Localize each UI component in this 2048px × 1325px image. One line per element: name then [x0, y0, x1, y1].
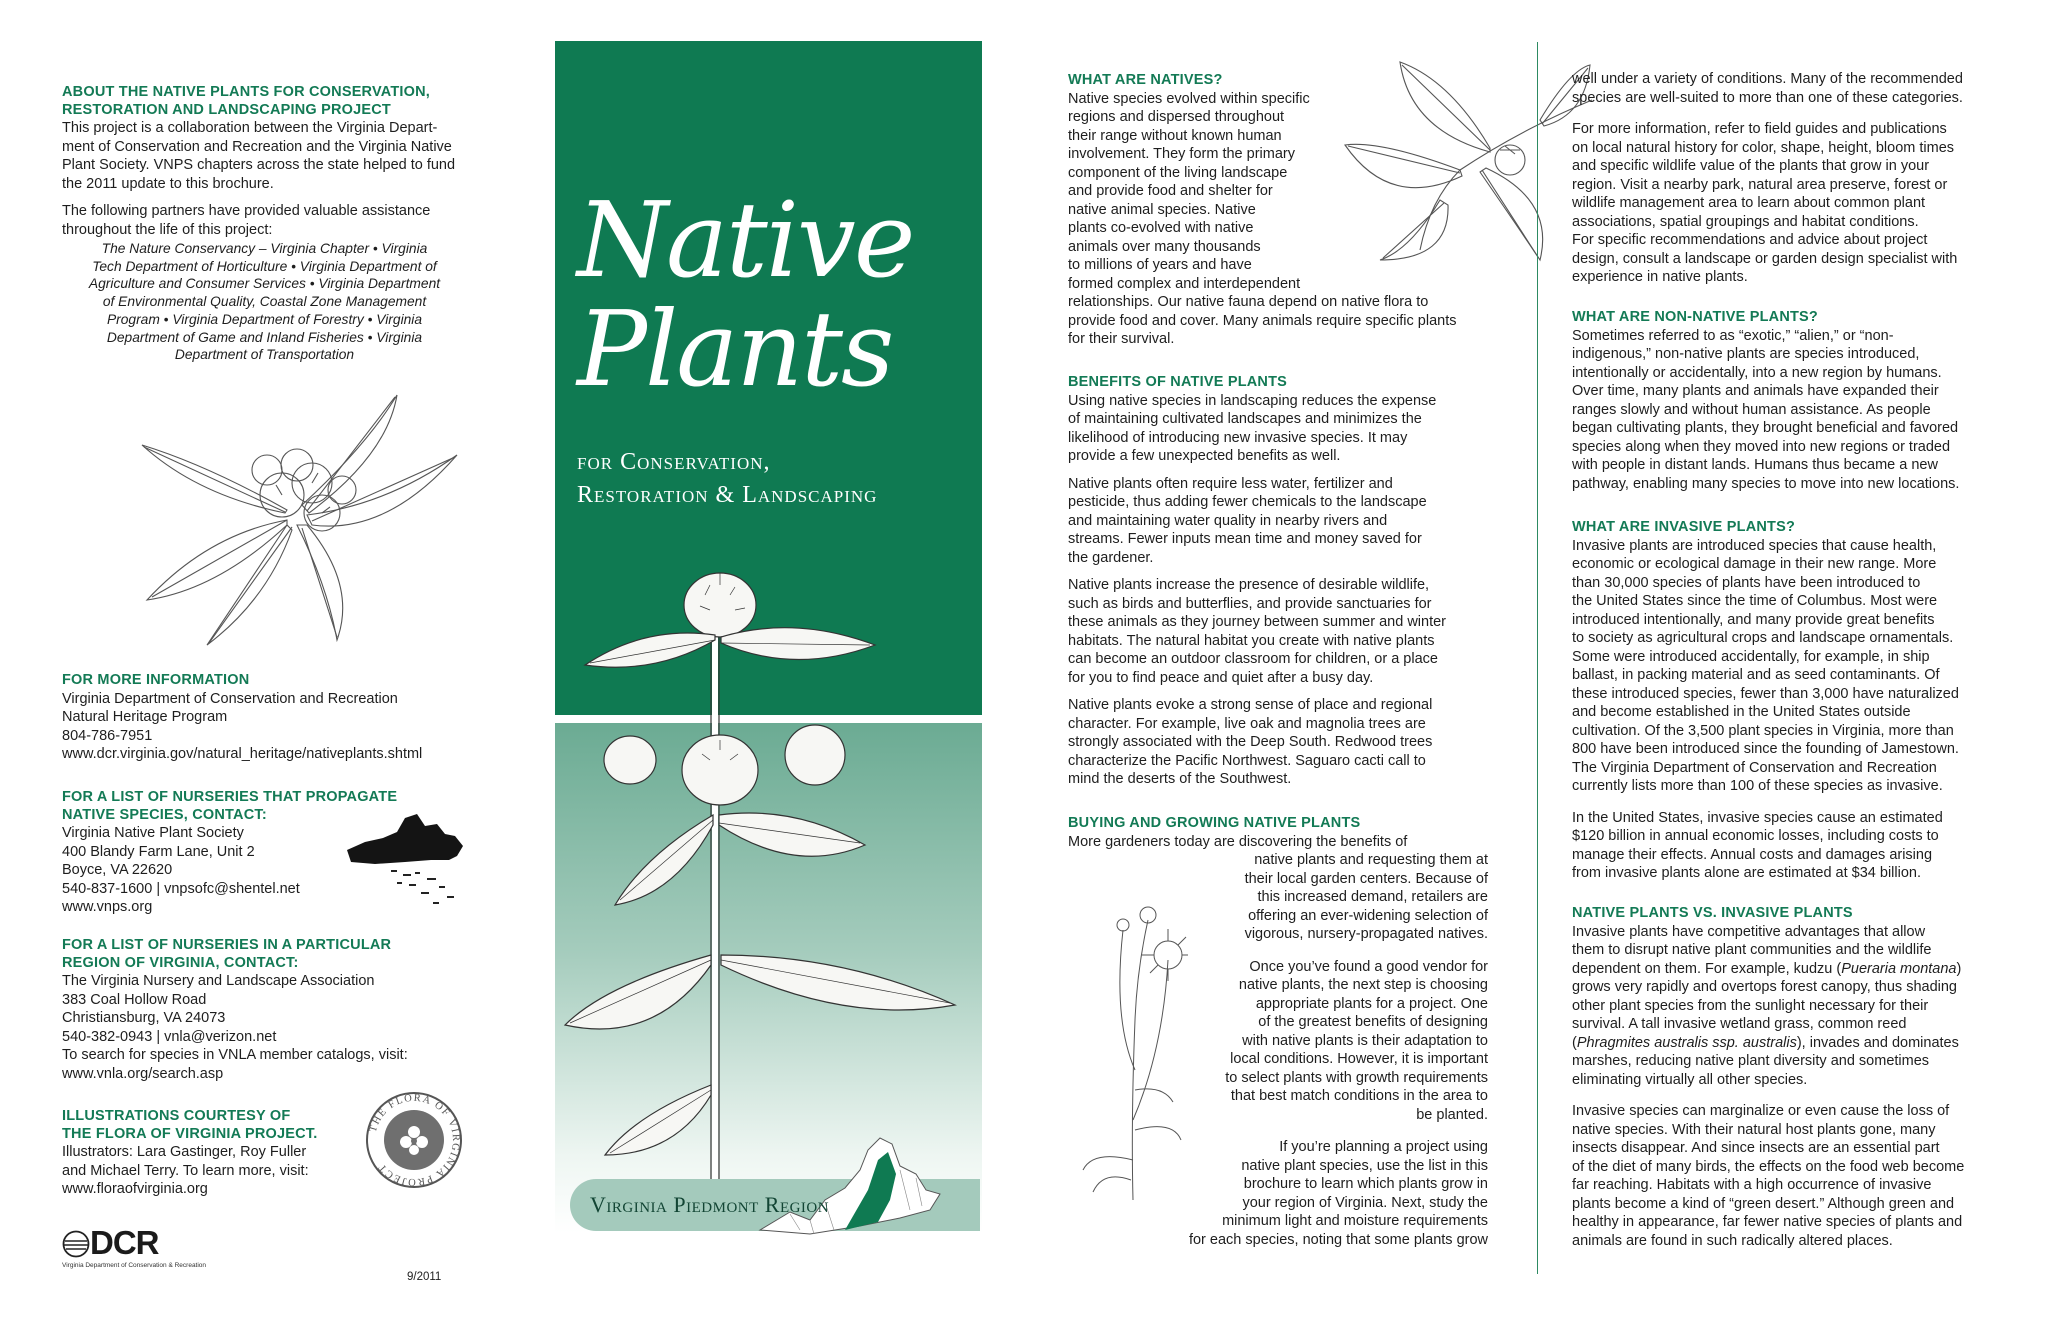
publication-date: 9/2011: [407, 1271, 442, 1283]
regional-heading: FOR A LIST OF NURSERIES IN A PARTICULAR REGION OF VIRGINIA, CONTACT:: [62, 937, 392, 971]
nurseries-heading: FOR A LIST OF NURSERIES THAT PROPAGATE NATIVE SPECIES, CONTACT:: [62, 789, 398, 823]
partners-list: The Nature Conservancy – Virginia Chapter • Virginia Tech Department of Horticulture • Virginia Department of Agriculture and Consumer Services • Virginia Department of Environmental Quality, Coastal Zone Management Program • Virginia Department of Forestry • Virginia Department of Game and Inland Fisheries • Virginia Department of Transportation: [88, 241, 441, 363]
persimmon-branch-illustration: [1340, 60, 1595, 265]
region-label: Virginia Piedmont Region: [590, 1192, 830, 1217]
more-info-section: [62, 672, 482, 764]
nurseries-text: Virginia Native Plant Society 400 Blandy Farm Lane, Unit 2 Boyce, VA 22620 540-837-1600 | vnpsofc@shentel.net www.vnps.org: [62, 825, 300, 915]
illustrations-heading: ILLUSTRATIONS COURTESY OF THE FLORA OF VIRGINIA PROJECT.: [62, 1108, 318, 1142]
natives-heading: WHAT ARE NATIVES?: [1068, 72, 1223, 88]
about-heading: ABOUT THE NATIVE PLANTS FOR CONSERVATION, RESTORATION AND LANDSCAPING PROJECT: [62, 84, 431, 118]
virginia-map-icon: [345, 812, 475, 910]
non-native-text: Sometimes referred to as “exotic,” “alien,” or “non- indigenous,” non-native plants are species introduced, intentionally or accidentally, into a new region by humans. Over time, many plants and animals have expanded their ranges slowly and without human assistance. As people began cultivating plants, they brought beneficial and favored species along when they moved into new regions or traded with people in distant lands. Humans thus became a new pathway, enabling many species to move into new locations.: [1572, 327, 1960, 492]
regional-text: The Virginia Nursery and Landscape Association 383 Coal Hollow Road Christiansburg, VA 24073 540-382-0943 | vnla@verizon.net To search for species in VNLA member catalogs, visit: www.vnla.org/search.asp: [62, 973, 408, 1082]
versus-text: Invasive plants have competitive advantages that allow them to disrupt native plant communities and the wildlife dependent on them. For example, kudzu (Pueraria montana) grows very rapidly and overtops forest canopy, thus shading other plant species from the sunlight necessary for their survival. A tall invasive wetland grass, common reed (Phragmites australis ssp. australis), invades and dominates marshes, reducing native plant diversity and sometimes eliminating virtually all other species. Invasive species can marginalize or even cause the loss of native species. With their natural host plants gone, many insects disappear. And since insects are an essential part of the diet of many birds, the effects on the food web become far reaching. Habitats with a high occurrence of invasive plants become a kind of “green desert.” Although green and healthy in appearance, far fewer native species of plants and animals are found in such radically altered places.: [1572, 923, 1965, 1249]
more-info-link: www.dcr.virginia.gov/natural_heritage/nativeplants.shtml: [62, 746, 423, 762]
cover-panel: [555, 0, 983, 1325]
non-native-section: [1572, 309, 2012, 493]
region-map-icon: [750, 1130, 950, 1240]
buying-growing-section: [1068, 815, 1498, 1258]
invasive-text: Invasive plants are introduced species that cause health, economic or ecological damage in their new range. More than 30,000 species of plants have been introduced to the United States since the time of Columbus. Most were introduced intentionally, and many provide great benefits to society as agricultural crops and landscape ornamentals. Some were introduced accidentally, for example, in ship ballast, in packing material and as seed contaminants. Of these introduced species, fewer than 3,000 have naturalized and become established in the United States outside cultivation. Of the 3,500 plant species in Virginia, more than 800 have been introduced since the founding of Jamestown. The Virginia Department of Conservation and Recreation currently lists more than 100 of these species as invasive. In the United States, invasive species cause an estimated $120 billion in annual economic losses, including costs to manage their effects. Annual costs and damages arising from invasive plants alone are estimated at $34 billion.: [1572, 537, 1959, 881]
more-info-heading: FOR MORE INFORMATION: [62, 672, 250, 688]
non-native-heading: WHAT ARE NON-NATIVE PLANTS?: [1572, 309, 1818, 325]
about-paragraph-1: This project is a collaboration between the Virginia Depart- ment of Conservation and Recreation and the Virginia Native Plant Society. VNPS chapters across the state helped to fund the 2011 update to this brochure.: [62, 120, 456, 192]
about-paragraph-2: The following partners have provided valuable assistance throughout the life of this project:: [62, 203, 431, 238]
versus-heading: NATIVE PLANTS VS. INVASIVE PLANTS: [1572, 905, 1853, 921]
invasive-section: [1572, 519, 2012, 892]
illustrations-text: Illustrators: Lara Gastinger, Roy Fuller and Michael Terry. To learn more, visit: www.floraofvirginia.org: [62, 1144, 309, 1197]
dcr-globe-icon: [62, 1230, 90, 1258]
cover-title-plants: Plants: [577, 288, 893, 410]
benefits-heading: BENEFITS OF NATIVE PLANTS: [1068, 374, 1288, 390]
flora-of-virginia-seal: [364, 1090, 464, 1190]
illustrations-credit-section: [62, 1108, 392, 1199]
about-section: [62, 84, 467, 248]
benefits-text: Using native species in landscaping reduces the expense of maintaining cultivated landscapes and minimizes the likelihood of introducing new invasive species. It may provide a few unexpected benefits as well. Native plants often require less water, fertilizer and pesticide, thus adding fewer chemicals to the landscape and maintaining water quality in nearby rivers and streams. Fewer inputs mean time and money saved for the gardener. Native plants increase the presence of desirable wildlife, such as birds and butterflies, and provide sanctuaries for these animals as they journey between summer and winter habitats. The natural habitat you create with native plants can become an outdoor classroom for children, or a place for you to find peace and quiet after a busy day. Native plants evoke a strong sense of place and regional character. For example, live oak and magnolia trees are strongly associated with the Deep South. Redwood trees characterize the Pacific Northwest. Saguaro cacti call to mind the deserts of the Southwest.: [1068, 392, 1446, 787]
natives-text: Native species evolved within specific regions and dispersed throughout their range without known human involvement. They form the primary component of the living landscape and provide food and shelter for native animal species. Native plants co-evolved with native animals over many thousands to millions of years and have formed complex and interdependent relationships. Our native fauna depend on native flora to provide food and cover. Many animals require specific plants for their survival.: [1068, 90, 1457, 347]
buying-heading: BUYING AND GROWING NATIVE PLANTS: [1068, 815, 1361, 831]
benefits-section: [1068, 374, 1498, 798]
rhododendron-illustration: [137, 385, 467, 650]
buying-text: More gardeners today are discovering the benefits of native plants and requesting them at their local garden centers. Because of this increased demand, retailers are offering an ever-widening selection of vigorous, nursery-propagated natives. Once you’ve found a good vendor for native plants, the next step is choosing appropriate plants for a project. One of the greatest benefits of designing with native plants is their adaptation to local conditions. However, it is important to select plants with growth requirements that best match conditions in the area to be planted. If you’re planning a project using native plant species, use the list in this brochure to learn which plants grow in your region of Virginia. Next, study the minimum light and moisture requirements for each species, noting that some plants grow: [1068, 833, 1488, 1248]
invasive-heading: WHAT ARE INVASIVE PLANTS?: [1572, 519, 1796, 535]
continued-text: well under a variety of conditions. Many of the recommended species are well-suited to more than one of these categories. For more information, refer to field guides and publications on local natural history for color, shape, height, bloom times and specific wildlife value of the plants that grow in your region. Visit a nearby park, natural area preserve, forest or wildlife management area to learn about common plant associations, spatial groupings and habitat conditions. For specific recommendations and advice about project design, consult a landscape or garden design specialist with experience in native plants.: [1572, 71, 1963, 285]
cover-title-native: Native: [577, 179, 914, 301]
about-text: [62, 119, 467, 239]
more-info-text: Virginia Department of Conservation and Recreation Natural Heritage Program 804-786-7951 www.dcr.virginia.gov/natural_heritage/nativeplants.shtml: [62, 690, 482, 764]
regional-nurseries-section: [62, 937, 482, 1083]
native-vs-invasive-section: [1572, 905, 2012, 1259]
column-divider: [1537, 42, 1538, 1274]
mountain-mint-illustration: [545, 555, 985, 1195]
flora-seal-text: THE FLORA OF VIRGINIA PROJECT: [367, 1092, 462, 1188]
cover-subtitle: for Conservation, Restoration & Landscaping: [577, 449, 878, 508]
dcr-logo: DCR Virginia Department of Conservation & Recreation: [62, 1224, 207, 1269]
